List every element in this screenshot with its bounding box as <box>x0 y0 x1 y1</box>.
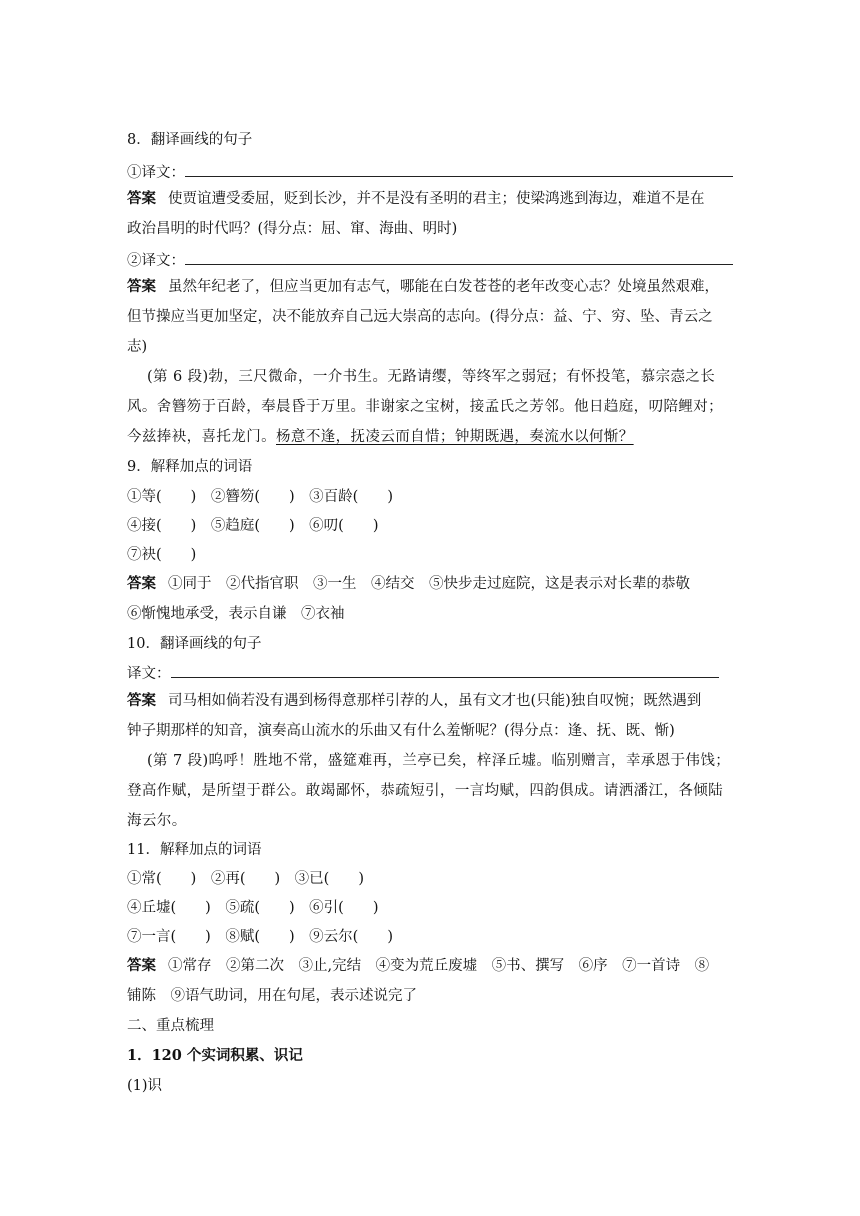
underlined-sentence: 杨意不逢，抚凌云而自惜；钟期既遇，奏流水以何惭？ <box>276 429 634 445</box>
passage-6-line-1: (第 6 段)勃，三尺微命，一介书生。无路请缨，等终军之弱冠；有怀投笔，慕宗悫之长 <box>147 369 716 385</box>
q9-items-row-2: ④接( ) ⑤趋庭( ) ⑥叨( ) <box>127 518 379 534</box>
q8-answer-1-line-2: 政治昌明的时代吗？(得分点：屈、窜、海曲、明时) <box>127 221 458 237</box>
q11-items-row-2: ④丘墟( ) ⑤疏( ) ⑥引( ) <box>127 900 379 916</box>
q8-answer-2-line-2: 但节操应当更加坚定，决不能放弃自己远大崇高的志向。(得分点：益、宁、穷、坠、青云之 <box>127 309 713 325</box>
passage-7-line-2: 登高作赋，是所望于群公。敢竭鄙怀，恭疏短引，一言均赋，四韵俱成。请洒潘江，各倾陆 <box>127 783 724 799</box>
q9-title: 9．解释加点的词语 <box>127 459 253 475</box>
answer-label: 答案 <box>127 958 156 974</box>
q8-answer-2-line-1: 答案 虽然年纪老了，但应当更加有志气，哪能在白发苍苍的老年改变心志？处境虽然艰难， <box>127 279 719 295</box>
answer-label: 答案 <box>127 191 156 207</box>
passage-6-line-3: 今兹捧袂，喜托龙门。杨意不逢，抚凌云而自惜；钟期既遇，奏流水以何惭？ <box>127 429 634 445</box>
passage-7-line-1: (第 7 段)呜呼！胜地不常，盛筵难再，兰亭已矣，梓泽丘墟。临别赠言，幸承恩于伟饯； <box>147 753 731 769</box>
translation-label: ②译文： <box>127 253 185 269</box>
section-2-subtitle: 1．120 个实词积累、识记 <box>127 1047 303 1064</box>
q10-translation <box>127 664 737 684</box>
translation-label: ①译文： <box>127 165 185 181</box>
q11-answer-line-1: 答案 ①常存 ②第二次 ③止,完结 ④变为荒丘废墟 ⑤书、撰写 ⑥序 ⑦一首诗 ⑧ <box>127 958 710 974</box>
passage-6-line-2: 风。舍簪笏于百龄，奉晨昏于万里。非谢家之宝树，接孟氏之芳邻。他日趋庭，叨陪鲤对； <box>127 399 724 415</box>
q9-answer-line-2: ⑥惭愧地承受，表示自谦 ⑦衣袖 <box>127 606 345 622</box>
answer-blank <box>185 252 733 265</box>
q8-answer-1-line-1: 答案 使贾谊遭受委屈，贬到长沙，并不是没有圣明的君主；使梁鸿逃到海边，难道不是在 <box>127 191 705 207</box>
q9-items-row-3: ⑦袂( ) <box>127 547 197 563</box>
answer-blank <box>185 164 733 177</box>
q10-title: 10．翻译画线的句子 <box>127 636 262 652</box>
q10-answer-line-2: 钟子期那样的知音，演奏高山流水的乐曲又有什么羞惭呢？(得分点：逢、抚、既、惭) <box>127 723 675 739</box>
answer-label: 答案 <box>127 693 156 709</box>
q8-title: 8．翻译画线的句子 <box>127 132 253 148</box>
answer-blank <box>171 665 719 678</box>
q10-answer-line-1: 答案 司马相如倘若没有遇到杨得意那样引荐的人，虽有文才也(只能)独自叹惋；既然遇到 <box>127 693 702 709</box>
section-2-subitem: (1)识 <box>127 1078 163 1094</box>
q11-items-row-3: ⑦一言( ) ⑧赋( ) ⑨云尔( ) <box>127 929 393 945</box>
q11-answer-line-2: 铺陈 ⑨语气助词，用在句尾，表示述说完了 <box>127 988 417 1004</box>
section-2-title: 二、重点梳理 <box>127 1018 214 1034</box>
q8-translation-1 <box>127 163 737 183</box>
translation-label: 译文： <box>127 666 171 682</box>
answer-label: 答案 <box>127 279 156 295</box>
q11-items-row-1: ①常( ) ②再( ) ③已( ) <box>127 871 364 887</box>
q11-title: 11．解释加点的词语 <box>127 842 262 858</box>
q8-answer-2-line-3: 志) <box>127 339 148 355</box>
q9-items-row-1: ①等( ) ②簪笏( ) ③百龄( ) <box>127 489 393 505</box>
answer-label: 答案 <box>127 576 156 592</box>
q8-translation-2 <box>127 251 737 271</box>
passage-7-line-3: 海云尔。 <box>127 813 187 829</box>
q9-answer-line-1: 答案 ①同于 ②代指官职 ③一生 ④结交 ⑤快步走过庭院，这是表示对长辈的恭敬 <box>127 576 690 592</box>
